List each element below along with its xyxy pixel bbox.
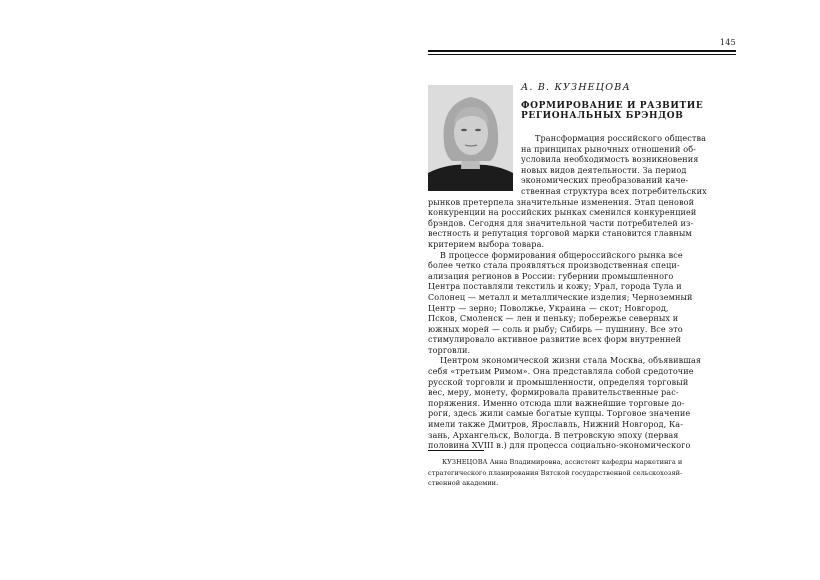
body-line: Псков, Смоленск — лен и пеньку; побережье северных и [428, 313, 679, 324]
footnote-rule [428, 450, 484, 451]
body-line: В процессе формирования общероссийского рынка все [440, 249, 683, 260]
body-line: роги, здесь жили самые богатые купцы. Торговое значение [428, 408, 691, 419]
footnote-line: ственной академии. [428, 479, 499, 488]
body-line: себя «третьим Римом». Она представляла собой средоточие [428, 366, 694, 377]
body-line: Трансформация российского общества [535, 133, 707, 143]
body-line: Солонец — металл и металлические изделия; Черноземный [428, 291, 693, 302]
body-line: южных морей — соль и рыбу; Сибирь — пушнину. Все это [428, 323, 683, 334]
body-line: половина XVIII в.) для процесса социально-экономического [428, 440, 691, 451]
body-line: рынков претерпела значительные изменения. Этап ценовой [428, 196, 695, 207]
body-line: вес, меру, монету, формировала правительственные рас- [428, 387, 679, 398]
header-rule-thick [428, 50, 736, 52]
body-line: имели также Дмитров, Ярославль, Нижний Новгород, Ка- [428, 419, 684, 430]
body-line: более четко стала проявляться производственная специ- [428, 260, 680, 271]
article-title [521, 101, 731, 121]
author-footnote [428, 458, 736, 490]
article-title-line: ФОРМИРОВАНИЕ И РАЗВИТИЕ [521, 101, 704, 111]
body-line: стимулировало активное развитие всех форм внутренней [428, 334, 682, 345]
body-line: конкуренции на российских рынках сменился конкуренцией [428, 207, 697, 218]
article-body [428, 133, 736, 451]
body-line: русской торговли и промышленности, определяя торговый [428, 376, 689, 387]
body-line: ственная структура всех потребительских [521, 185, 707, 196]
body-line: ализация регионов в России: губернии промышленного [428, 270, 674, 281]
footnote-line: КУЗНЕЦОВА Анна Владимировна, ассистент кафедры маркетинга и [442, 458, 683, 466]
article-author: А. В. КУЗНЕЦОВА [521, 82, 631, 93]
body-line: брэндов. Сегодня для значительной части потребителей из- [428, 217, 694, 228]
body-line: Центра поставляли текстиль и кожу; Урал, города Тула и [428, 281, 682, 292]
body-line: на принципах рыночных отношений об- [521, 143, 696, 154]
body-line: новых видов деятельности. За период [521, 164, 687, 175]
body-line: условила необходимость возникновения [521, 154, 699, 165]
body-line: критерием выбора товара. [428, 238, 545, 249]
body-line: Центр — зерно; Поволжье, Украина — скот; Новгород, [428, 302, 669, 313]
page-number: 145 [719, 38, 736, 47]
article-title-line: РЕГИОНАЛЬНЫХ БРЭНДОВ [521, 111, 684, 121]
body-line: вестность и репутация торговой марки становится главным [428, 228, 692, 239]
body-line: поряжения. Именно отсюда шли важнейшие торговые до- [428, 397, 685, 408]
body-line: торговли. [428, 344, 471, 355]
footnote-line: стратегического планирования Вятской государственной сельскохозяй- [428, 468, 683, 477]
body-line: экономических преобразований каче- [521, 175, 689, 186]
body-line: Центром экономической жизни стала Москва, объявившая [440, 355, 702, 366]
header-rule-thin [428, 54, 736, 55]
body-line: зань, Архангельск, Вологда. В петровскую эпоху (первая [428, 429, 679, 440]
